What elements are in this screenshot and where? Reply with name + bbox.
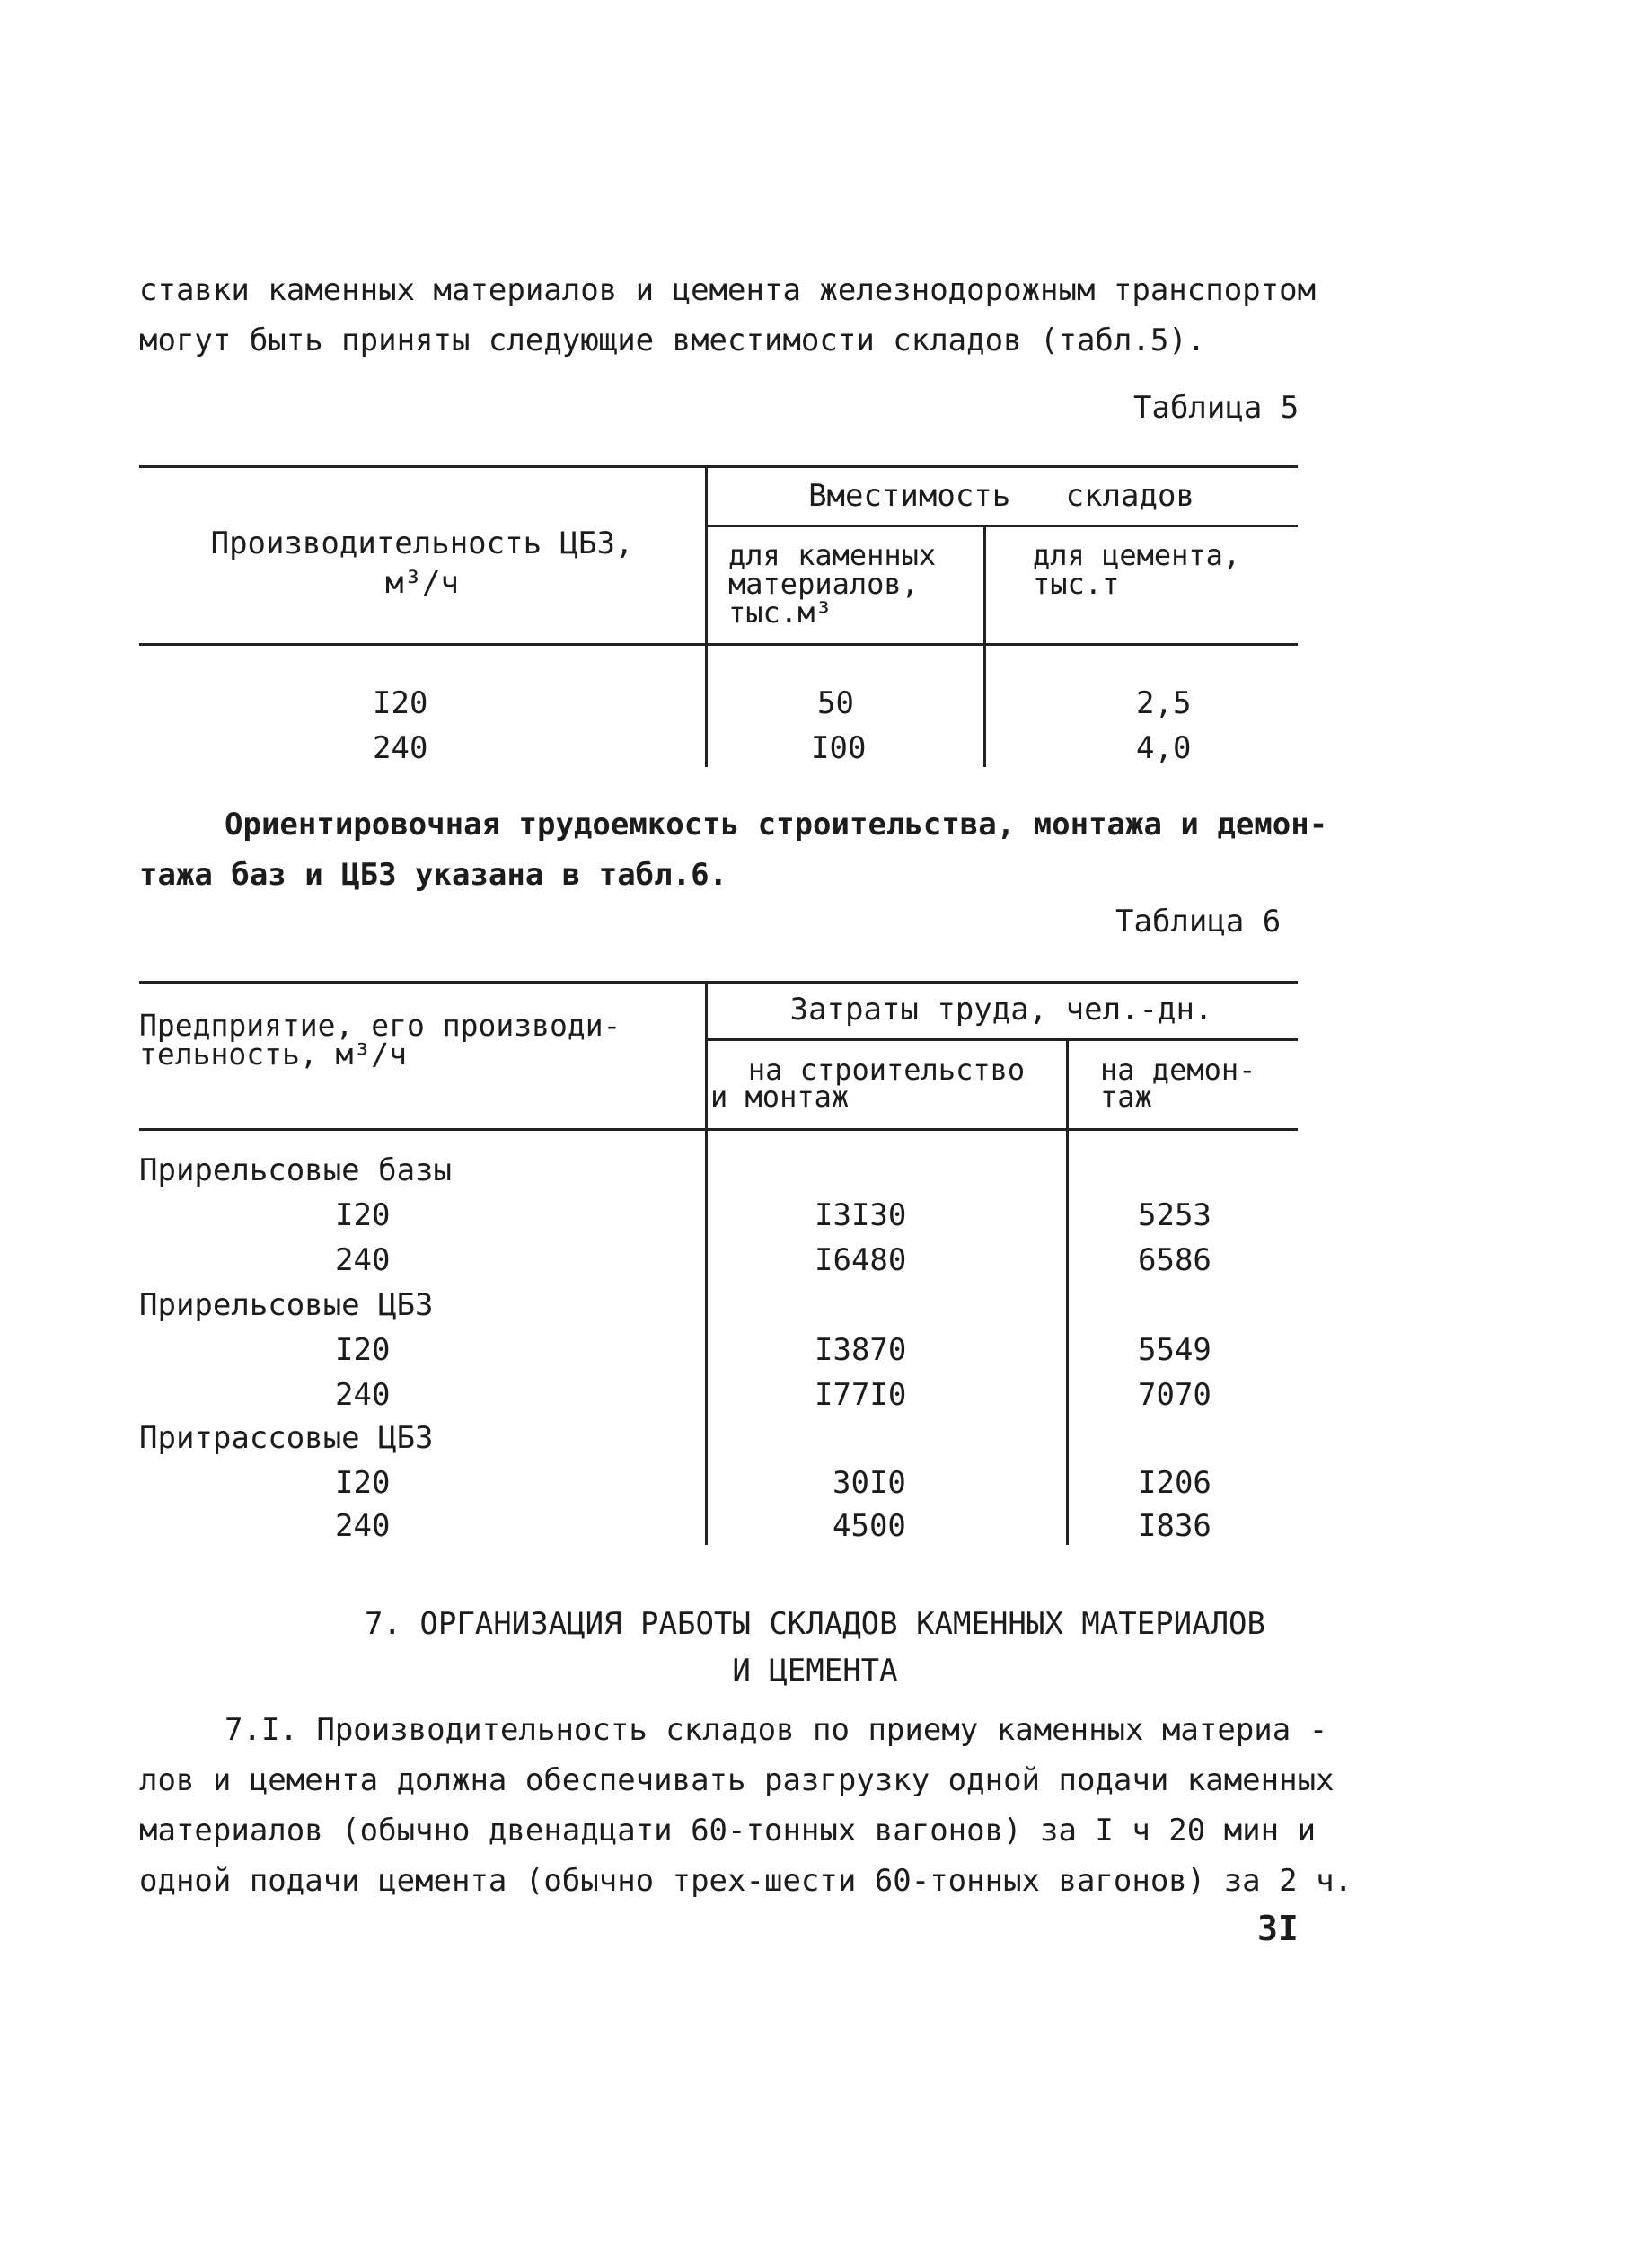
table6-group-header: Затраты труда, чел.-дн. (789, 992, 1213, 1028)
table6-capacity: 240 (335, 1508, 391, 1544)
section-title-line-1: 7. ОРГАНИЗАЦИЯ РАБОТЫ СКЛАДОВ КАМЕННЫХ МАТЕРИАЛОВ (364, 1606, 1266, 1642)
table5-cement: 2,5 (1136, 685, 1192, 721)
table6-col2-header: на строительство и монтаж (710, 1053, 1026, 1114)
table6-build: I3870 (815, 1332, 907, 1368)
table6-capacity: I20 (335, 1332, 391, 1368)
table6-dismantle: 5253 (1138, 1197, 1211, 1233)
table6-capacity: 240 (335, 1377, 391, 1413)
intro-line-2: могут быть приняты следующие вместимости складов (табл.5). (139, 322, 1206, 358)
table6-capacity: I20 (335, 1465, 391, 1501)
table6-dismantle: 6586 (1138, 1242, 1211, 1278)
table5-cement: 4,0 (1136, 730, 1192, 766)
table5-stone: 50 (817, 685, 854, 721)
intro-line-1: ставки каменных материалов и цемента железнодорожным транспортом (139, 272, 1317, 308)
section-paragraph (139, 1705, 1352, 1906)
table6-group-name: Притрассовые ЦБЗ (139, 1420, 434, 1456)
section-heading (0, 1601, 1630, 1694)
table6-dismantle: I836 (1138, 1508, 1211, 1544)
table5-col1-header: Производительность ЦБЗ, м³/ч (210, 525, 634, 601)
section-title-line-2: И ЦЕМЕНТА (732, 1653, 898, 1689)
table5-capacity: 240 (373, 730, 428, 766)
table5 (139, 465, 1298, 767)
table6-capacity: 240 (335, 1242, 391, 1278)
section-para-line-2: лов и цемента должна обеспечивать разгрузку одной подачи каменных (139, 1762, 1335, 1798)
between-paragraph (139, 799, 1328, 900)
intro-paragraph (139, 265, 1316, 366)
table5-col3-header: для цемента, тыс.т (1033, 538, 1241, 601)
table5-capacity: I20 (373, 685, 428, 721)
table5-group-header: Вместимость складов (808, 478, 1194, 514)
table6-dismantle: 7070 (1138, 1377, 1211, 1413)
section-para-line-1: 7.I. Производительность складов по приему каменных материа - (225, 1712, 1328, 1748)
between-line-1: Ориентировочная трудоемкость строительства, монтажа и демон- (225, 807, 1328, 843)
between-line-2: тажа баз и ЦБЗ указана в табл.6. (139, 857, 728, 893)
table6-col3-header: на демон- таж (1100, 1053, 1256, 1114)
table6 (139, 981, 1298, 1545)
table5-col2-header: для каменных материалов, тыс.м³ (728, 538, 937, 630)
table6-capacity: I20 (335, 1197, 391, 1233)
section-para-line-4: одной подачи цемента (обычно трех-шести 60-тонных вагонов) за 2 ч. (139, 1863, 1353, 1899)
table6-dismantle: 5549 (1138, 1332, 1211, 1368)
page-number: 3I (1257, 1909, 1299, 1948)
table6-build: 30I0 (833, 1465, 906, 1501)
table6-group-name: Прирельсовые ЦБЗ (139, 1287, 434, 1323)
table6-build: I3I30 (815, 1197, 907, 1233)
table6-build: I6480 (815, 1242, 907, 1278)
table6-build: I77I0 (815, 1377, 907, 1413)
table6-build: 4500 (833, 1508, 906, 1544)
table6-dismantle: I206 (1138, 1465, 1211, 1501)
table5-caption: Таблица 5 (1133, 390, 1300, 426)
table5-stone: I00 (811, 730, 867, 766)
table6-col1-header: Предприятие, его производи- тельность, м³/ч (139, 1008, 621, 1072)
section-para-line-3: материалов (обычно двенадцати 60-тонных вагонов) за I ч 20 мин и (139, 1813, 1317, 1849)
table6-caption: Таблица 6 (1115, 904, 1282, 940)
table6-group-name: Прирельсовые базы (139, 1152, 452, 1188)
